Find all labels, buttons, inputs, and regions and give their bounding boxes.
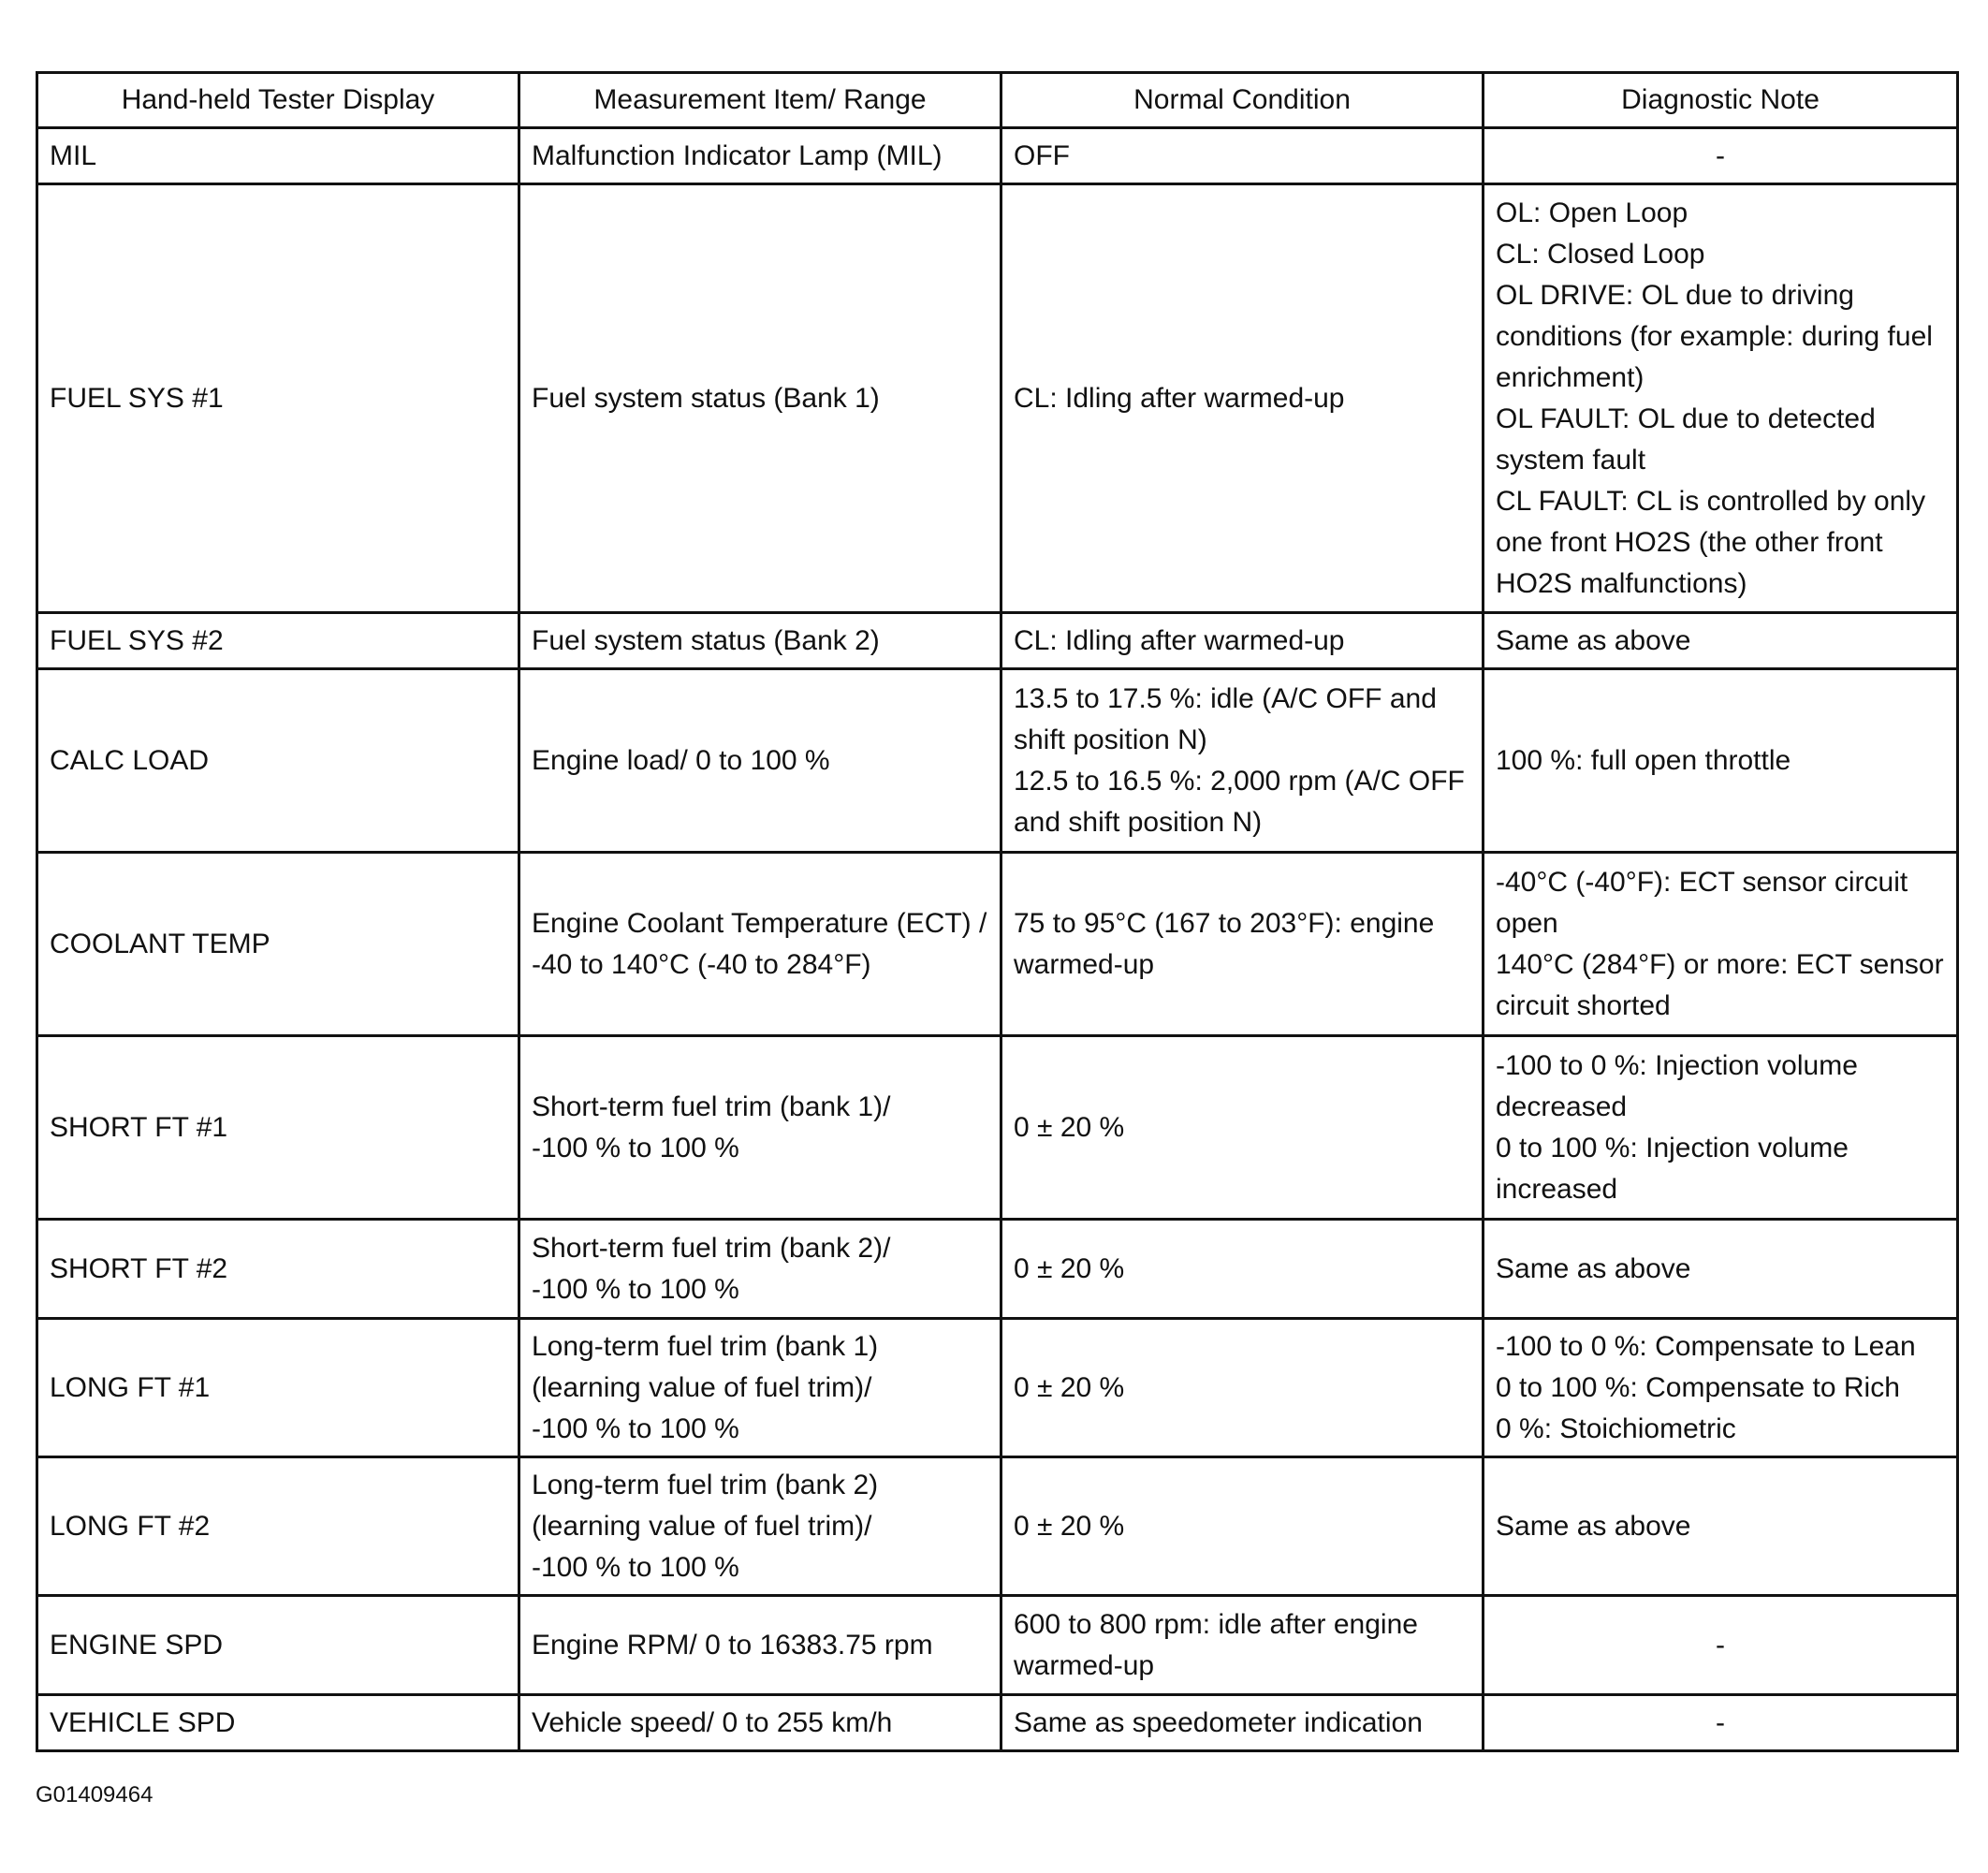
cell-diagnostic-note-line: 100 %: full open throttle [1496,744,1791,776]
table-row [37,1457,1958,1596]
cell-normal-condition [1001,1319,1484,1457]
cell-measurement-item [519,1319,1001,1457]
cell-measurement-item-line: -40 to 140°C (-40 to 284°F) [532,948,871,980]
diagnostic-data-table [36,71,1959,1752]
cell-diagnostic-note [1484,1596,1958,1695]
cell-diagnostic-note-line: OL DRIVE: OL due to driving conditions (for example: during fuel enrichment) [1496,279,1933,393]
cell-diagnostic-note-line: - [1716,1629,1725,1661]
cell-normal-condition [1001,1036,1484,1220]
cell-measurement-item-line: -100 % to 100 % [532,1551,739,1583]
cell-measurement-item-line: Long-term fuel trim (bank 2) [532,1469,879,1500]
cell-normal-condition-line: 12.5 to 16.5 %: 2,000 rpm (A/C OFF and shift position N) [1014,765,1465,838]
cell-normal-condition-line: CL: Idling after warmed-up [1014,624,1345,656]
cell-tester-display: SHORT FT #2 [37,1220,519,1319]
cell-measurement-item-line: Fuel system status (Bank 1) [532,382,880,414]
table-row [37,1319,1958,1457]
cell-measurement-item [519,613,1001,669]
cell-diagnostic-note [1484,1220,1958,1319]
cell-normal-condition-line: 600 to 800 rpm: idle after engine warmed-up [1014,1608,1418,1681]
cell-tester-display: FUEL SYS #2 [37,613,519,669]
header-normal-condition: Normal Condition [1001,73,1484,128]
cell-diagnostic-note-line: Same as above [1496,1510,1691,1542]
cell-tester-display: MIL [37,128,519,184]
cell-measurement-item [519,1457,1001,1596]
cell-measurement-item-line: Long-term fuel trim (bank 1) [532,1330,879,1362]
cell-normal-condition [1001,613,1484,669]
cell-diagnostic-note [1484,1457,1958,1596]
cell-diagnostic-note [1484,1036,1958,1220]
table-row [37,128,1958,184]
cell-diagnostic-note [1484,1695,1958,1751]
cell-tester-display: VEHICLE SPD [37,1695,519,1751]
header-diagnostic-note: Diagnostic Note [1484,73,1958,128]
table-row [37,184,1958,613]
cell-diagnostic-note [1484,128,1958,184]
cell-diagnostic-note [1484,613,1958,669]
cell-diagnostic-note-line: -100 to 0 %: Injection volume decreased [1496,1049,1858,1122]
cell-diagnostic-note-line: -100 to 0 %: Compensate to Lean [1496,1330,1916,1362]
table-row [37,1695,1958,1751]
cell-measurement-item [519,669,1001,853]
cell-diagnostic-note-line: OL: Open Loop [1496,197,1688,228]
cell-diagnostic-note-line: Same as above [1496,1252,1691,1284]
cell-measurement-item-line: Short-term fuel trim (bank 1)/ [532,1090,891,1122]
cell-tester-display: COOLANT TEMP [37,853,519,1036]
cell-tester-display: LONG FT #2 [37,1457,519,1596]
table-row [37,1596,1958,1695]
cell-measurement-item-line: -100 % to 100 % [532,1132,739,1163]
cell-measurement-item [519,184,1001,613]
cell-diagnostic-note [1484,669,1958,853]
cell-normal-condition-line: 0 ± 20 % [1014,1371,1125,1403]
cell-normal-condition [1001,853,1484,1036]
cell-measurement-item-line: Short-term fuel trim (bank 2)/ [532,1232,891,1264]
cell-diagnostic-note-line: OL FAULT: OL due to detected system fault [1496,402,1876,476]
cell-normal-condition-line: 0 ± 20 % [1014,1252,1125,1284]
cell-measurement-item-line: Fuel system status (Bank 2) [532,624,880,656]
cell-normal-condition-line: 0 ± 20 % [1014,1111,1125,1143]
cell-diagnostic-note-line: -40°C (-40°F): ECT sensor circuit open [1496,866,1908,939]
cell-measurement-item [519,1596,1001,1695]
cell-normal-condition-line: 13.5 to 17.5 %: idle (A/C OFF and shift position N) [1014,682,1437,755]
table-row [37,613,1958,669]
cell-diagnostic-note-line: 0 to 100 %: Compensate to Rich [1496,1371,1900,1403]
header-tester-display: Hand-held Tester Display [37,73,519,128]
cell-measurement-item [519,1220,1001,1319]
cell-normal-condition-line: 0 ± 20 % [1014,1510,1125,1542]
cell-tester-display: SHORT FT #1 [37,1036,519,1220]
cell-normal-condition [1001,1596,1484,1695]
cell-tester-display: FUEL SYS #1 [37,184,519,613]
header-measurement-item: Measurement Item/ Range [519,73,1001,128]
table-row [37,1036,1958,1220]
table-row [37,1220,1958,1319]
cell-normal-condition-line: 75 to 95°C (167 to 203°F): engine warmed-up [1014,907,1435,980]
cell-tester-display: LONG FT #1 [37,1319,519,1457]
table-body [37,128,1958,1751]
cell-normal-condition [1001,669,1484,853]
cell-measurement-item-line: (learning value of fuel trim)/ [532,1510,872,1542]
cell-diagnostic-note-line: - [1716,139,1725,171]
table-row [37,853,1958,1036]
cell-measurement-item-line: (learning value of fuel trim)/ [532,1371,872,1403]
cell-tester-display: CALC LOAD [37,669,519,853]
cell-diagnostic-note-line: 0 to 100 %: Injection volume increased [1496,1132,1849,1205]
cell-normal-condition [1001,1695,1484,1751]
cell-measurement-item [519,1036,1001,1220]
cell-diagnostic-note-line: 140°C (284°F) or more: ECT sensor circuit shorted [1496,948,1944,1021]
cell-measurement-item [519,128,1001,184]
cell-diagnostic-note [1484,1319,1958,1457]
cell-normal-condition-line: OFF [1014,139,1070,171]
cell-diagnostic-note-line: Same as above [1496,624,1691,656]
cell-diagnostic-note-line: CL: Closed Loop [1496,238,1705,270]
figure-code: G01409464 [36,1782,153,1807]
cell-measurement-item [519,853,1001,1036]
cell-measurement-item-line: Engine RPM/ 0 to 16383.75 rpm [532,1629,933,1661]
cell-normal-condition [1001,1457,1484,1596]
cell-normal-condition-line: Same as speedometer indication [1014,1706,1423,1738]
cell-diagnostic-note [1484,853,1958,1036]
cell-measurement-item-line: Engine load/ 0 to 100 % [532,744,830,776]
cell-diagnostic-note-line: 0 %: Stoichiometric [1496,1412,1736,1444]
cell-measurement-item-line: Engine Coolant Temperature (ECT) / [532,907,987,939]
cell-measurement-item-line: -100 % to 100 % [532,1273,739,1305]
cell-normal-condition-line: CL: Idling after warmed-up [1014,382,1345,414]
cell-diagnostic-note-line: - [1716,1706,1725,1738]
cell-measurement-item [519,1695,1001,1751]
cell-measurement-item-line: Malfunction Indicator Lamp (MIL) [532,139,943,171]
cell-diagnostic-note [1484,184,1958,613]
cell-normal-condition [1001,1220,1484,1319]
table-row [37,669,1958,853]
cell-tester-display: ENGINE SPD [37,1596,519,1695]
cell-normal-condition [1001,128,1484,184]
table-header-row [37,73,1958,128]
cell-measurement-item-line: Vehicle speed/ 0 to 255 km/h [532,1706,893,1738]
cell-diagnostic-note-line: CL FAULT: CL is controlled by only one front HO2S (the other front HO2S malfunctions) [1496,485,1926,599]
cell-normal-condition [1001,184,1484,613]
cell-measurement-item-line: -100 % to 100 % [532,1412,739,1444]
